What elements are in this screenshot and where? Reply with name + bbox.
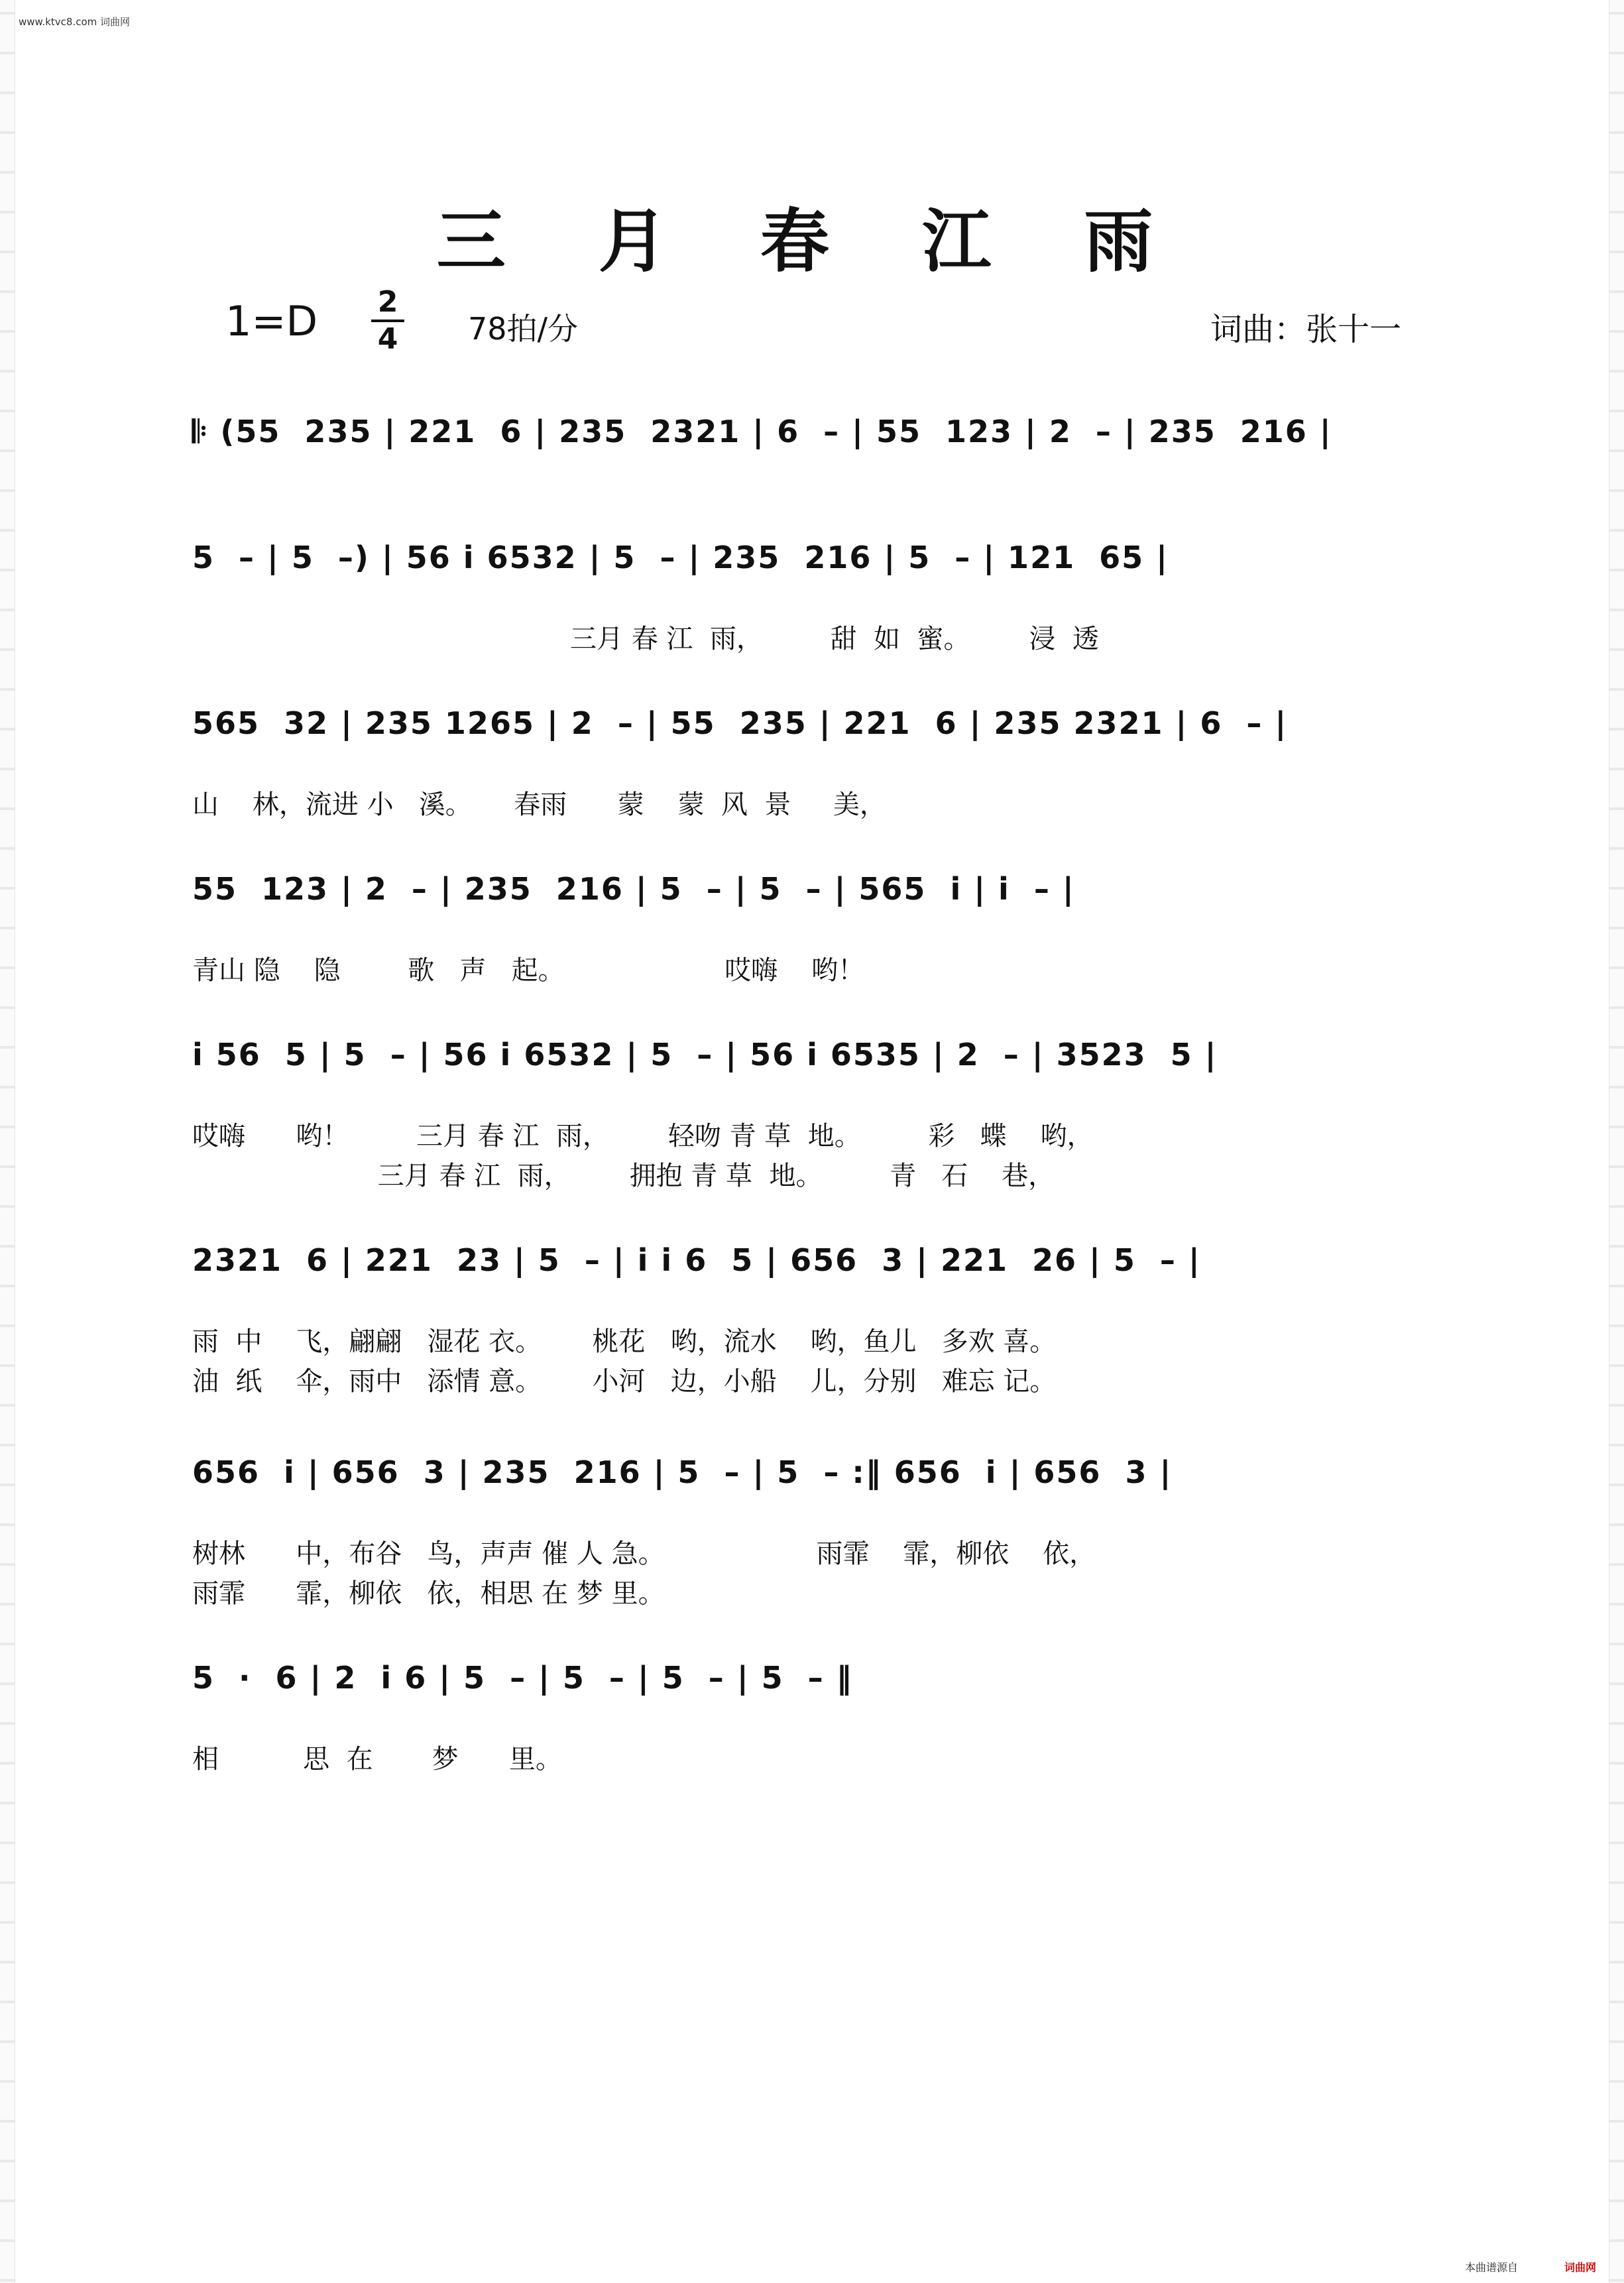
music-line: 5 · 6 | 2 i 6 | 5 – | 5 – | 5 – | 5 – ‖: [192, 1660, 853, 1696]
music-line: 𝄆 (55 235 | 221 6 | 235 2321 | 6 – | 55 123 | 2 – | 235 216 |: [192, 414, 1332, 449]
staff-row-5: [186, 1037, 1458, 1120]
lyric-row-2: [186, 623, 1458, 663]
time-signature: [371, 286, 404, 355]
site-header: www.ktvc8.com 词曲网: [19, 16, 131, 28]
lyric-line: 相 思 在 梦 里。: [192, 1744, 562, 1775]
lyric-line: 青山 隐 隐 歌 声 起。 哎嗨 哟！: [192, 955, 865, 986]
staff-row-2: [186, 540, 1458, 623]
lyric-row-7b: [186, 1578, 1458, 1617]
lyric-line: 树林 中，布谷 鸟，声声 催 人 急。 雨霏 霏，柳依 依，: [192, 1539, 1096, 1569]
staff-row-7: [186, 1454, 1458, 1538]
composer-credit: 词曲：张十一: [1210, 311, 1402, 348]
key-signature: 1=D: [225, 297, 318, 345]
footer-site-link[interactable]: 词曲网: [1564, 2261, 1597, 2274]
music-line: 565 32 | 235 1265 | 2 – | 55 235 | 221 6 | 235 2321 | 6 – |: [192, 705, 1288, 741]
footer-source-text: 本曲谱源自: [1465, 2261, 1519, 2274]
staff-row-4: [186, 871, 1458, 955]
lyric-row-5a: [186, 1120, 1458, 1160]
staff-row-8: [186, 1660, 1458, 1743]
music-line: 2321 6 | 221 23 | 5 – | i i 6 5 | 656 3 | 221 26 | 5 – |: [192, 1242, 1201, 1278]
lyric-line: 油 纸 伞，雨中 添情 意。 小河 边，小船 儿，分别 难忘 记。: [192, 1366, 1057, 1397]
music-line: 55 123 | 2 – | 235 216 | 5 – | 5 – | 565 i | i – |: [192, 871, 1075, 907]
lyric-line: 山 林，流进 小 溪。 春雨 蒙 蒙 风 景 美，: [192, 790, 886, 820]
staff-row-6: [186, 1242, 1458, 1326]
time-signature-bottom: 4: [377, 322, 398, 356]
staff-row-3: [186, 705, 1458, 789]
lyric-line: 三月 春 江 雨， 甜 如 蜜。 浸 透: [570, 624, 1099, 654]
time-signature-top: 2: [377, 285, 398, 319]
lyric-row-8: [186, 1743, 1458, 1783]
lyric-row-6b: [186, 1366, 1458, 1405]
lyric-line: 哎嗨 哟！ 三月 春 江 雨， 轻吻 青 草 地。 彩 蝶 哟，: [192, 1121, 1094, 1151]
left-border-strip: [0, 0, 15, 2283]
music-line: 5 – | 5 –) | 56 i 6532 | 5 – | 235 216 | 5 – | 121 65 |: [192, 540, 1169, 575]
song-title: 三 月 春 江 雨: [436, 200, 1188, 282]
music-line: 656 i | 656 3 | 235 216 | 5 – | 5 – :‖ 656 i | 656 3 |: [192, 1454, 1173, 1490]
lyric-line: 雨 中 飞，翩翩 湿花 衣。 桃花 哟，流水 哟，鱼儿 多欢 喜。: [192, 1326, 1057, 1357]
lyric-row-5b: [186, 1160, 1458, 1200]
tempo: 78拍/分: [468, 311, 579, 347]
right-border-strip: [1609, 0, 1624, 2283]
lyric-row-4: [186, 955, 1458, 994]
music-line: i 56 5 | 5 – | 56 i 6532 | 5 – | 56 i 6535 | 2 – | 3523 5 |: [192, 1037, 1218, 1073]
lyric-line: 三月 春 江 雨， 拥抱 青 草 地。 青 石 巷，: [192, 1161, 1055, 1191]
staff-row-1: [186, 414, 1458, 497]
lyric-line: 雨霏 霏，柳依 依，相思 在 梦 里。: [192, 1578, 665, 1609]
lyric-row-3: [186, 789, 1458, 829]
lyric-row-6a: [186, 1326, 1458, 1366]
lyric-row-7a: [186, 1538, 1458, 1578]
